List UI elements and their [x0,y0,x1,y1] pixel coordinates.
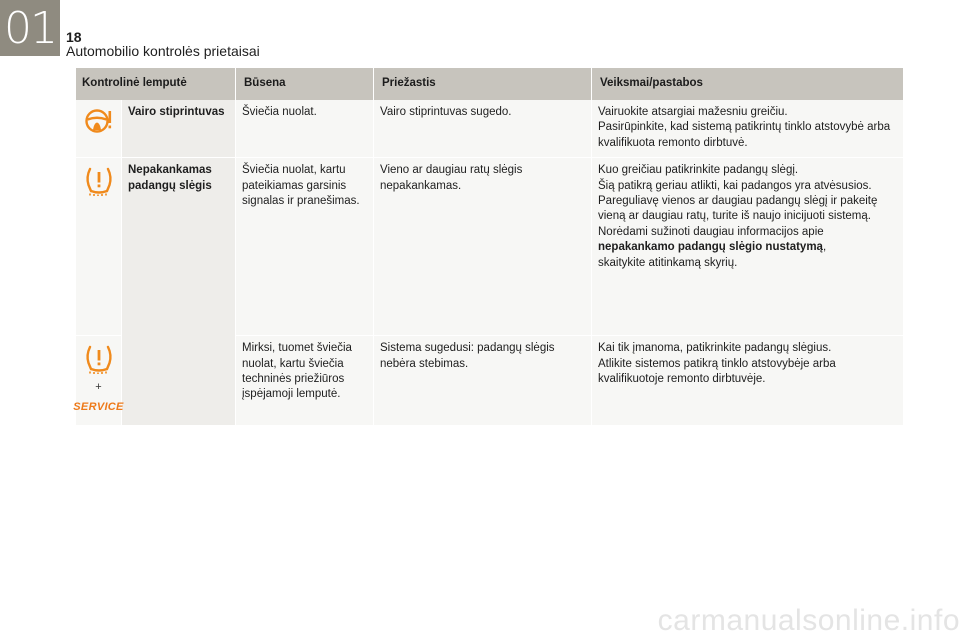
actions-cell [592,100,903,158]
section-title: Automobilio kontrolės prietaisai [66,43,260,59]
lamp-cell [73,336,124,426]
punctuation: , [822,241,827,254]
bold-reference: nepakankamo padangų slėgio nustatymą [598,241,823,254]
lamp-cell [76,158,122,336]
action-line: Norėdami sužinoti daugiau informacijos apie [598,225,824,238]
action-line [598,240,897,255]
steering-warning-icon [84,108,114,134]
state-cell: Šviečia nuolat. [236,100,374,158]
column-header-state: Būsena [236,68,374,100]
table-row [76,158,903,336]
watermark: carmanualsonline.info [657,604,960,637]
state-cell: Šviečia nuolat, kartu pateikiamas garsinis signalas ir pranešimas. [236,158,374,336]
tire-pressure-icon [84,344,114,374]
action-line: Pareguliavę vienos ar daugiau padangų slėgį ir pakeitę vieną ar daugiau ratų, turite iš naujo inicijuoti sistemą. [598,195,878,223]
warning-lights-table [73,68,903,426]
lamp-name: Vairo stiprintuvas [122,100,236,158]
cause-cell: Vieno ar daugiau ratų slėgis nepakankamas. [374,158,592,336]
actions-cell [592,158,903,336]
tire-pressure-icon [84,166,114,196]
state-cell: Mirksi, tuomet šviečia nuolat, kartu šviečia techninės priežiūros įspėjamoji lemputė. [236,336,374,426]
actions-cell [592,336,903,426]
service-icon: SERVICE [73,400,124,413]
action-line: Kai tik įmanoma, patikrinkite padangų slėgius. [598,342,832,355]
action-line: Atlikite sistemos patikrą tinklo atstovybėje arba kvalifikuotoje remonto dirbtuvėje. [598,357,836,386]
column-header-cause: Priežastis [374,68,592,100]
chapter-badge: 01 [0,0,60,56]
lamp-cell [76,100,122,158]
page-number: 18 [66,29,82,45]
table-row [76,100,903,158]
plus-sign: + [95,381,102,394]
cause-cell: Vairo stiprintuvas sugedo. [374,100,592,158]
cause-cell: Sistema sugedusi: padangų slėgis nebėra stebimas. [374,336,592,426]
column-header-lamp: Kontrolinė lemputė [76,68,236,100]
action-line: skaitykite atitinkamą skyrių. [598,256,738,269]
table-header-row [76,68,903,100]
column-header-actions: Veiksmai/pastabos [592,68,903,100]
action-line: Vairuokite atsargiai mažesniu greičiu. [598,106,788,118]
lamp-name: Nepakankamas padangų slėgis [122,158,236,426]
action-line: Šią patikrą geriau atlikti, kai padangos yra atvėsusios. [598,179,872,192]
action-line: Pasirūpinkite, kad sistemą patikrintų tinklo atstovybė arba kvalifikuota remonto dirbtuvė. [598,121,891,149]
action-line: Kuo greičiau patikrinkite padangų slėgį. [598,164,799,177]
